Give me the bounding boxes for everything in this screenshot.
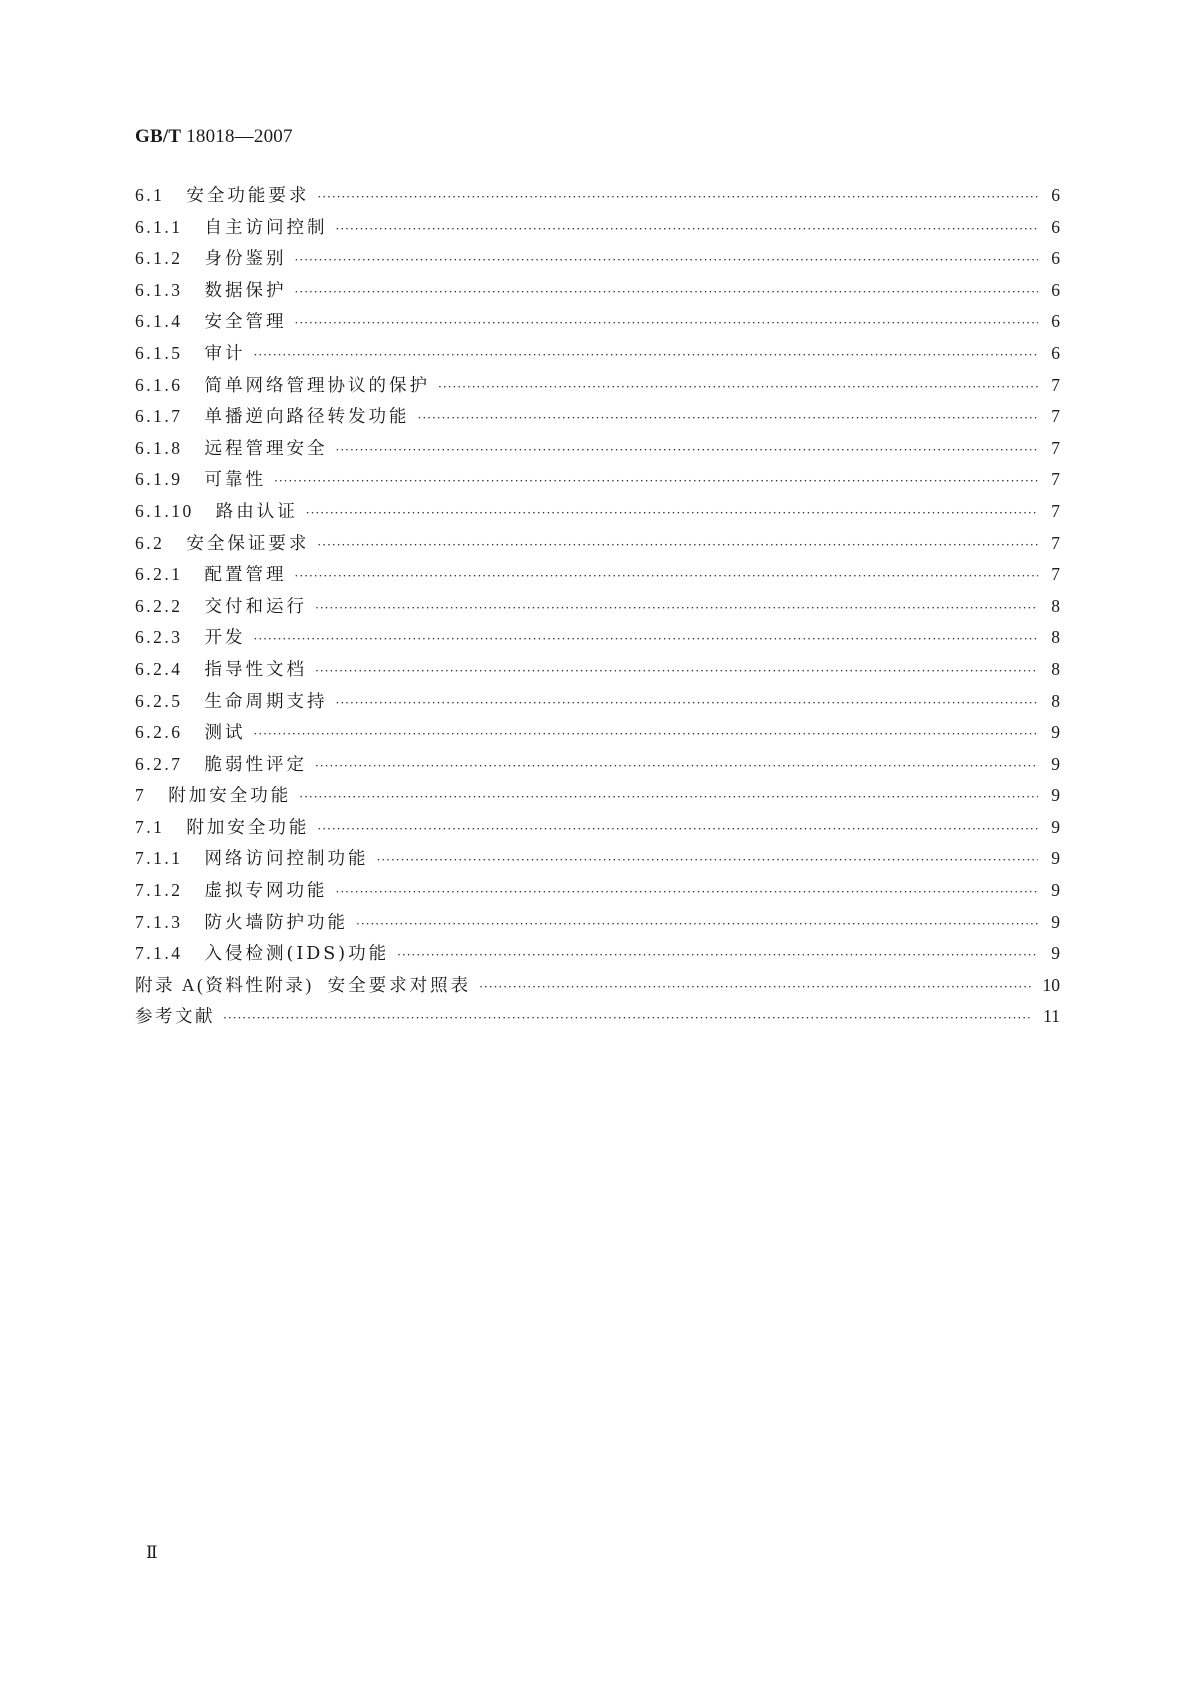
toc-entry-page: 6 [1051, 216, 1060, 237]
toc-entry-page: 7 [1051, 532, 1060, 553]
toc-entry[interactable] [135, 212, 1060, 244]
page-number-footer: Ⅱ [146, 1543, 158, 1562]
toc-entry-page: 9 [1051, 848, 1060, 869]
toc-entry-number: 6.1.4 [135, 311, 183, 332]
toc-entry-number: 6.1.6 [135, 374, 183, 395]
toc-entry-title: 开发 [204, 628, 246, 649]
toc-entry-number: 6.1.5 [135, 342, 183, 363]
toc-leader-dots [274, 466, 1038, 498]
toc-entry-title: 身份鉴别 [204, 249, 287, 270]
toc-leader-dots [397, 940, 1038, 972]
toc-entry-page: 9 [1051, 911, 1060, 932]
toc-entry-title: 配置管理 [204, 565, 287, 586]
toc-entry[interactable] [135, 464, 1060, 496]
toc-entry[interactable] [135, 306, 1060, 338]
toc-entry-page: 8 [1051, 690, 1060, 711]
toc-entry-page: 7 [1051, 469, 1060, 490]
toc-leader-dots [254, 340, 1039, 372]
toc-entry-title: 安全管理 [204, 312, 287, 333]
toc-leader-dots [336, 688, 1039, 720]
toc-leader-dots [254, 624, 1039, 656]
toc-entry[interactable] [135, 907, 1060, 939]
toc-leader-dots [299, 782, 1038, 814]
toc-leader-dots [317, 530, 1038, 562]
toc-entry-title: 审计 [204, 343, 246, 364]
toc-leader-dots [223, 1003, 1033, 1035]
toc-entry[interactable] [135, 338, 1060, 370]
toc-leader-dots [317, 814, 1038, 846]
toc-entry[interactable] [135, 938, 1060, 970]
toc-entry-page: 6 [1051, 311, 1060, 332]
toc-entry-number: 7.1.3 [135, 911, 183, 932]
standard-code: GB/T [135, 126, 182, 147]
toc-leader-dots [315, 656, 1038, 688]
toc-entry[interactable] [135, 559, 1060, 591]
toc-entry[interactable] [135, 654, 1060, 686]
toc-entry-title: 附加安全功能 [168, 786, 292, 807]
toc-entry-number: 6.1.1 [135, 216, 183, 237]
table-of-contents [135, 180, 1060, 1033]
toc-entry-number: 6.1 [135, 185, 165, 205]
toc-entry-page: 8 [1051, 658, 1060, 679]
toc-entry-number: 7.1.1 [135, 848, 183, 869]
toc-leader-dots [295, 561, 1039, 593]
toc-entry[interactable] [135, 1001, 1060, 1033]
toc-entry-number: 7 [135, 785, 147, 806]
toc-entry-page: 7 [1051, 500, 1060, 521]
toc-entry-number: 6.2.7 [135, 753, 183, 774]
toc-entry-title: 测试 [204, 723, 246, 744]
toc-entry-page: 7 [1051, 437, 1060, 458]
toc-leader-dots [336, 877, 1039, 909]
toc-entry-title: 虚拟专网功能 [204, 881, 328, 902]
toc-entry[interactable] [135, 528, 1060, 560]
toc-leader-dots [336, 435, 1039, 467]
toc-entry-title: 网络访问控制功能 [204, 849, 369, 870]
toc-entry[interactable] [135, 243, 1060, 275]
toc-entry-title: 数据保护 [204, 280, 287, 301]
toc-entry-page: 9 [1051, 816, 1060, 837]
toc-entry-page: 7 [1051, 564, 1060, 585]
toc-entry-page: 7 [1051, 406, 1060, 427]
toc-entry[interactable] [135, 717, 1060, 749]
toc-entry-title: 自主访问控制 [204, 217, 328, 238]
toc-entry-page: 8 [1051, 627, 1060, 648]
toc-entry-title: 可靠性 [204, 470, 266, 491]
toc-entry-number: 6.2.4 [135, 658, 183, 679]
toc-entry-number: 7.1.2 [135, 880, 183, 901]
toc-entry-number: 6.2.5 [135, 690, 183, 711]
toc-leader-dots [254, 719, 1039, 751]
toc-entry[interactable] [135, 749, 1060, 781]
toc-entry-number: 6.1.3 [135, 279, 183, 300]
toc-entry-page: 6 [1051, 342, 1060, 363]
toc-entry[interactable] [135, 843, 1060, 875]
toc-entry-page: 11 [1043, 1006, 1060, 1027]
toc-leader-dots [479, 972, 1032, 1004]
toc-entry-number: 附录 A(资料性附录) [135, 974, 314, 995]
toc-entry-page: 9 [1051, 880, 1060, 901]
toc-entry[interactable] [135, 875, 1060, 907]
toc-entry[interactable] [135, 686, 1060, 718]
toc-entry-number: 6.2.6 [135, 722, 183, 743]
toc-entry-title: 附加安全功能 [186, 817, 310, 838]
toc-entry-page: 6 [1051, 248, 1060, 269]
toc-leader-dots [295, 245, 1039, 277]
document-header [135, 126, 293, 148]
toc-entry-page: 10 [1042, 974, 1060, 995]
toc-entry-number: 6.1.9 [135, 469, 183, 490]
toc-leader-dots [306, 498, 1038, 530]
toc-entry-title: 路由认证 [215, 501, 298, 522]
toc-entry-number: 7.1 [135, 816, 165, 837]
toc-entry-number: 6.1.10 [135, 500, 194, 521]
toc-entry[interactable] [135, 433, 1060, 465]
toc-entry[interactable] [135, 401, 1060, 433]
standard-number: 18018—2007 [186, 126, 293, 147]
toc-entry-page: 8 [1051, 595, 1060, 616]
toc-entry-title: 单播逆向路径转发功能 [204, 407, 410, 428]
toc-entry[interactable] [135, 812, 1060, 844]
toc-entry[interactable] [135, 591, 1060, 623]
toc-leader-dots [356, 909, 1038, 941]
toc-entry[interactable] [135, 275, 1060, 307]
toc-leader-dots [295, 277, 1039, 309]
toc-entry-title: 交付和运行 [204, 596, 307, 617]
toc-entry-number: 6.1.2 [135, 248, 183, 269]
toc-entry-title: 安全功能要求 [186, 186, 310, 206]
toc-entry-number: 6.2.2 [135, 595, 183, 616]
toc-entry-page: 9 [1051, 753, 1060, 774]
toc-entry-number: 6.2.1 [135, 564, 183, 585]
toc-entry[interactable] [135, 970, 1060, 1002]
toc-entry[interactable] [135, 780, 1060, 812]
toc-leader-dots [336, 214, 1039, 246]
toc-leader-dots [315, 593, 1038, 625]
toc-entry-number: 6.2.3 [135, 627, 183, 648]
toc-entry[interactable] [135, 496, 1060, 528]
toc-entry-page: 6 [1051, 185, 1060, 205]
toc-entry-title: 指导性文档 [204, 659, 307, 680]
toc-entry-number: 6.1.7 [135, 406, 183, 427]
toc-entry-page: 9 [1051, 785, 1060, 806]
toc-entry-title: 简单网络管理协议的保护 [204, 375, 430, 396]
toc-entry-title: 安全要求对照表 [327, 975, 472, 996]
toc-leader-dots [438, 372, 1038, 404]
toc-entry-title: 防火墙防护功能 [204, 912, 348, 933]
toc-entry-page: 7 [1051, 374, 1060, 395]
toc-entry-number: 参考文献 [135, 1006, 215, 1027]
toc-entry-number: 6.1.8 [135, 437, 183, 458]
toc-entry-page: 6 [1051, 279, 1060, 300]
toc-entry-title: 生命周期支持 [204, 691, 328, 712]
toc-entry[interactable] [135, 180, 1060, 212]
toc-entry-number: 7.1.4 [135, 943, 183, 964]
toc-leader-dots [317, 182, 1038, 214]
toc-entry-title: 安全保证要求 [186, 533, 310, 554]
toc-leader-dots [377, 845, 1039, 877]
toc-leader-dots [418, 403, 1039, 435]
toc-entry[interactable] [135, 622, 1060, 654]
toc-entry-page: 9 [1051, 722, 1060, 743]
toc-entry-title: 远程管理安全 [204, 438, 328, 459]
toc-leader-dots [295, 308, 1039, 340]
toc-entry[interactable] [135, 370, 1060, 402]
toc-entry-title: 脆弱性评定 [204, 754, 307, 775]
toc-entry-page: 9 [1051, 943, 1060, 964]
toc-entry-title: 入侵检测(IDS)功能 [204, 944, 390, 965]
toc-leader-dots [315, 751, 1038, 783]
toc-entry-number: 6.2 [135, 532, 165, 553]
